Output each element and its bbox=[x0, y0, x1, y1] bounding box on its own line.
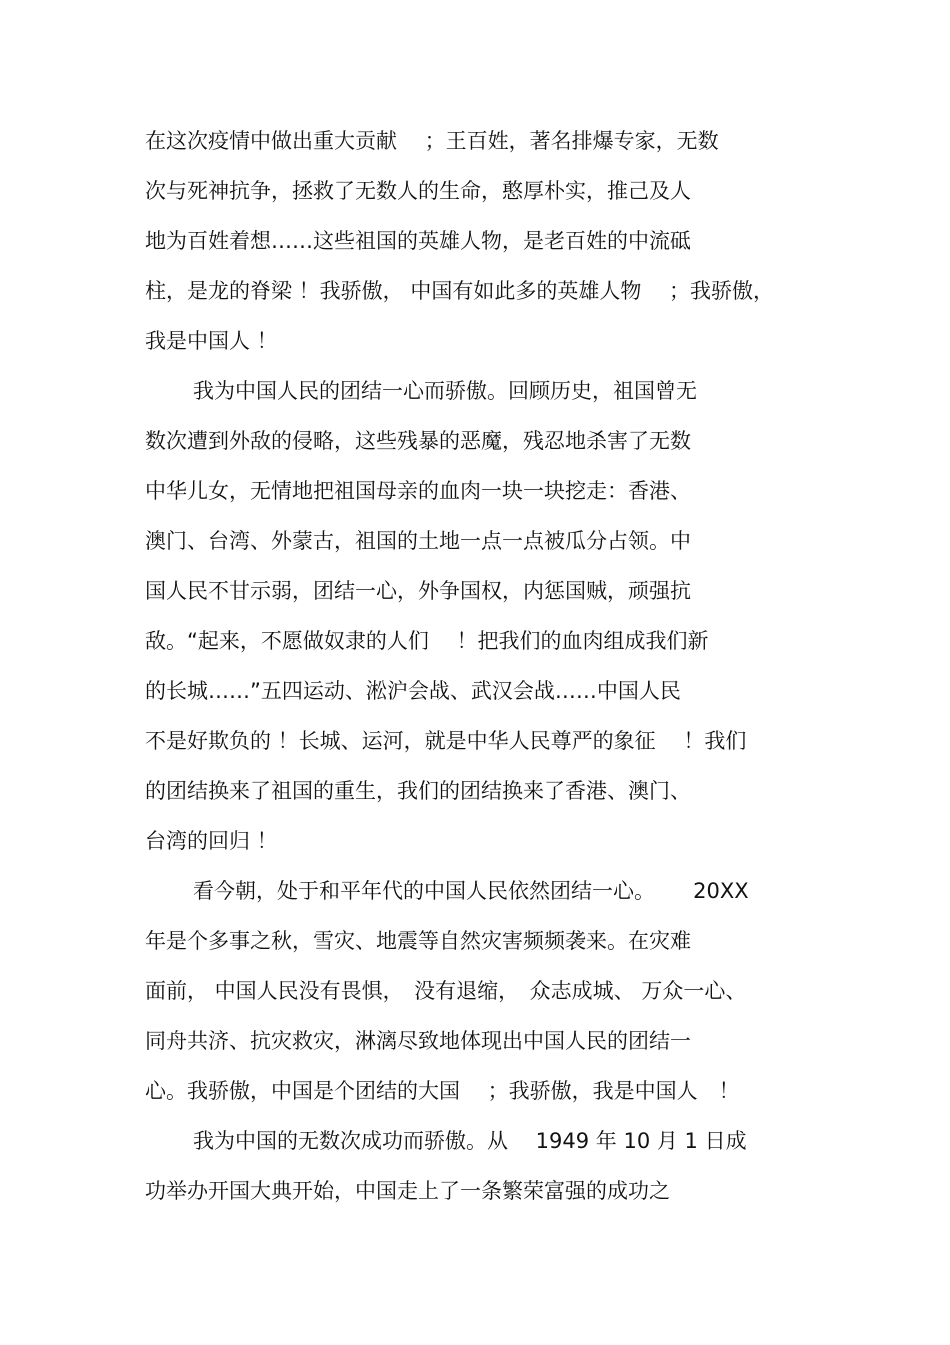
text-line: 心。我骄傲，中国是个团结的大国 ；我骄傲，我是中国人 ！ bbox=[145, 1079, 740, 1103]
text-line: 柱，是龙的脊梁 ！我骄傲， 中国有如此多的英雄人物 ；我骄傲， bbox=[145, 279, 775, 303]
text-line: 数次遭到外敌的侵略，这些残暴的恶魔，残忍地杀害了无数 bbox=[145, 429, 691, 453]
text-line: 中华儿女，无情地把祖国母亲的血肉一块一块挖走：香港、 bbox=[145, 479, 691, 503]
text-line: 地为百姓着想……这些祖国的英雄人物，是老百姓的中流砥 bbox=[145, 229, 691, 253]
paragraph-first-line: 我为中国人民的团结一心而骄傲。回顾历史，祖国曾无 bbox=[193, 379, 697, 403]
text-line: 我是中国人 ！ bbox=[145, 329, 278, 353]
text-line: 的长城……”五四运动、淞沪会战、武汉会战……中国人民 bbox=[145, 679, 681, 703]
text-line: 在这次疫情中做出重大贡献 ；王百姓，著名排爆专家，无数 bbox=[145, 129, 719, 153]
text-line: 台湾的回归 ！ bbox=[145, 829, 278, 853]
text-line: 国人民不甘示弱，团结一心，外争国权，内惩国贼，顽强抗 bbox=[145, 579, 691, 603]
text-line: 不是好欺负的 ！长城、运河，就是中华人民尊严的象征 ！我们 bbox=[145, 729, 747, 753]
text-line: 年是个多事之秋，雪灾、地震等自然灾害频频袭来。在灾难 bbox=[145, 929, 691, 953]
text-line: 敌。“起来，不愿做奴隶的人们 ！把我们的血肉组成我们新 bbox=[145, 629, 709, 653]
paragraph-first-line: 看今朝，处于和平年代的中国人民依然团结一心。 20XX bbox=[193, 879, 749, 903]
text-line: 次与死神抗争，拯救了无数人的生命，憨厚朴实，推己及人 bbox=[145, 179, 691, 203]
text-line: 的团结换来了祖国的重生，我们的团结换来了香港、澳门、 bbox=[145, 779, 691, 803]
paragraph-first-line: 我为中国的无数次成功而骄傲。从 1949 年 10 月 1 日成 bbox=[193, 1129, 747, 1153]
text-line: 功举办开国大典开始，中国走上了一条繁荣富强的成功之 bbox=[145, 1179, 670, 1203]
text-line: 面前， 中国人民没有畏惧， 没有退缩， 众志成城、 万众一心、 bbox=[145, 979, 747, 1003]
text-line: 同舟共济、抗灾救灾，淋漓尽致地体现出中国人民的团结一 bbox=[145, 1029, 691, 1053]
text-line: 澳门、台湾、外蒙古，祖国的土地一点一点被瓜分占领。中 bbox=[145, 529, 691, 553]
